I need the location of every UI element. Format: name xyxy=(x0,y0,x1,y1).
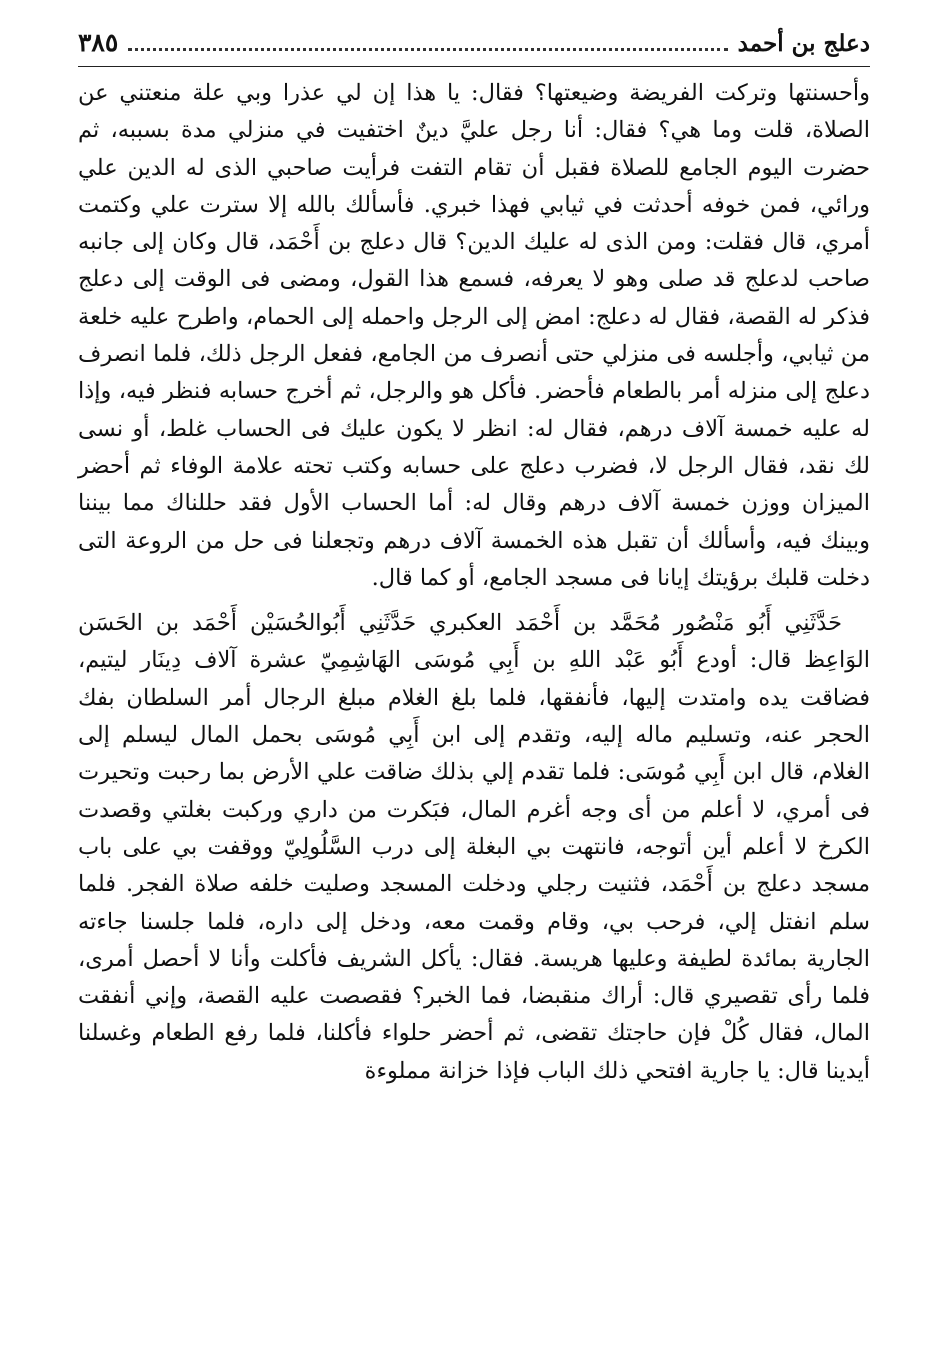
book-page xyxy=(78,28,870,1328)
header-dot-leader xyxy=(128,34,727,51)
page-number: ٣٨٥ xyxy=(78,28,119,57)
running-header xyxy=(78,28,870,67)
paragraph-2: حَدَّثَنِي أَبُو مَنْصُور مُحَمَّد بن أَحْمَد العكبري حَدَّثَنِي أَبُوالحُسَيْن أَحْمَد بن الحَسَن الوَاعِظ قال: أودع أَبُو عَبْد اللهِ بن أَبِي مُوسَى الهَاشِمِيّ عشرة آلاف دِينَار ليتيم، فضاقت يده وامتدت إليها، فأنفقها، فلما بلغ الغلام مبلغ الرجال أمر السلطان بفك الحجر عنه، وتسليم ماله إليه، وتقدم إلى ابن أَبِي مُوسَى بحمل المال ليسلم إلى الغلام، قال ابن أَبِي مُوسَى: فلما تقدم إلي بذلك ضاقت علي الأرض بما رحبت وتحيرت فى أمري، لا أعلم من أى وجه أغرم المال، فبَكرت من داري وركبت بغلتي وقصدت الكرخ لا أعلم أين أتوجه، فانتهت بي البغلة إلى درب السَّلُولِيّ ووقفت بي على باب مسجد دعلج بن أَحْمَد، فثنيت رجلي ودخلت المسجد وصليت خلفه صلاة الفجر. فلما سلم انفتل إلي، فرحب بي، وقام وقمت معه، ودخل إلى داره، فلما جلسنا جاءته الجارية بمائدة لطيفة وعليها هريسة. فقال: يأكل الشريف فأكلت وأنا لا أحصل أمرى، فلما رأى تقصيري قال: أراك منقبضا، فما الخبر؟ فقصصت عليه القصة، وإني أنفقت المال، فقال كُلْ فإن حاجتك تقضى، ثم أحضر حلواء فأكلنا، فلما رفع الطعام وغسلنا أيدينا قال: يا جارية افتحي ذلك الباب فإذا خزانة مملوءة xyxy=(78,610,870,1084)
paragraph-1: وأحسنتها وتركت الفريضة وضيعتها؟ فقال: يا هذا إن لي عذرا وبي علة منعتني عن الصلاة، قلت وما هي؟ فقال: أنا رجل عليَّ دينٌ اختفيت في منزلي مدة بسببه، ثم حضرت اليوم الجامع للصلاة فقبل أن تقام التفت فرأيت صاحبي الذى له الدين علي ورائي، فمن خوفه أحدثت في ثيابي فهذا خبري. فأسألك بالله إلا سترت علي وكتمت أمري، قال فقلت: ومن الذى له عليك الدين؟ قال دعلج بن أَحْمَد، قال وكان إلى جانبه صاحب لدعلج قد صلى وهو لا يعرفه، فسمع هذا القول، ومضى فى الوقت إلى دعلج فذكر له القصة، فقال له دعلج: امض إلى الرجل واحمله إلى الحمام، واطرح عليه خلعة من ثيابي، وأجلسه فى منزلي حتى أنصرف من الجامع، ففعل الرجل ذلك، فلما انصرف دعلج إلى منزله أمر بالطعام فأحضر. فأكل هو والرجل، ثم أخرج حسابه فنظر فيه، وإذا له عليه خمسة آلاف درهم، فقال له: انظر لا يكون عليك فى الحساب غلط، أو نسى لك نقد، فقال الرجل لا، فضرب دعلج على حسابه وكتب تحته علامة الوفاء ثم أحضر الميزان ووزن خمسة آلاف درهم وقال له: أما الحساب الأول فقد حللناك مما بيننا وبينك فيه، وأسألك أن تقبل هذه الخمسة آلاف درهم وتجعلنا فى حل من الروعة التى دخلت قلبك برؤيتك إيانا فى مسجد الجامع، أو كما قال. xyxy=(78,80,870,591)
header-title: دعلج بن أحمد xyxy=(737,30,870,57)
page-body xyxy=(78,75,870,1090)
